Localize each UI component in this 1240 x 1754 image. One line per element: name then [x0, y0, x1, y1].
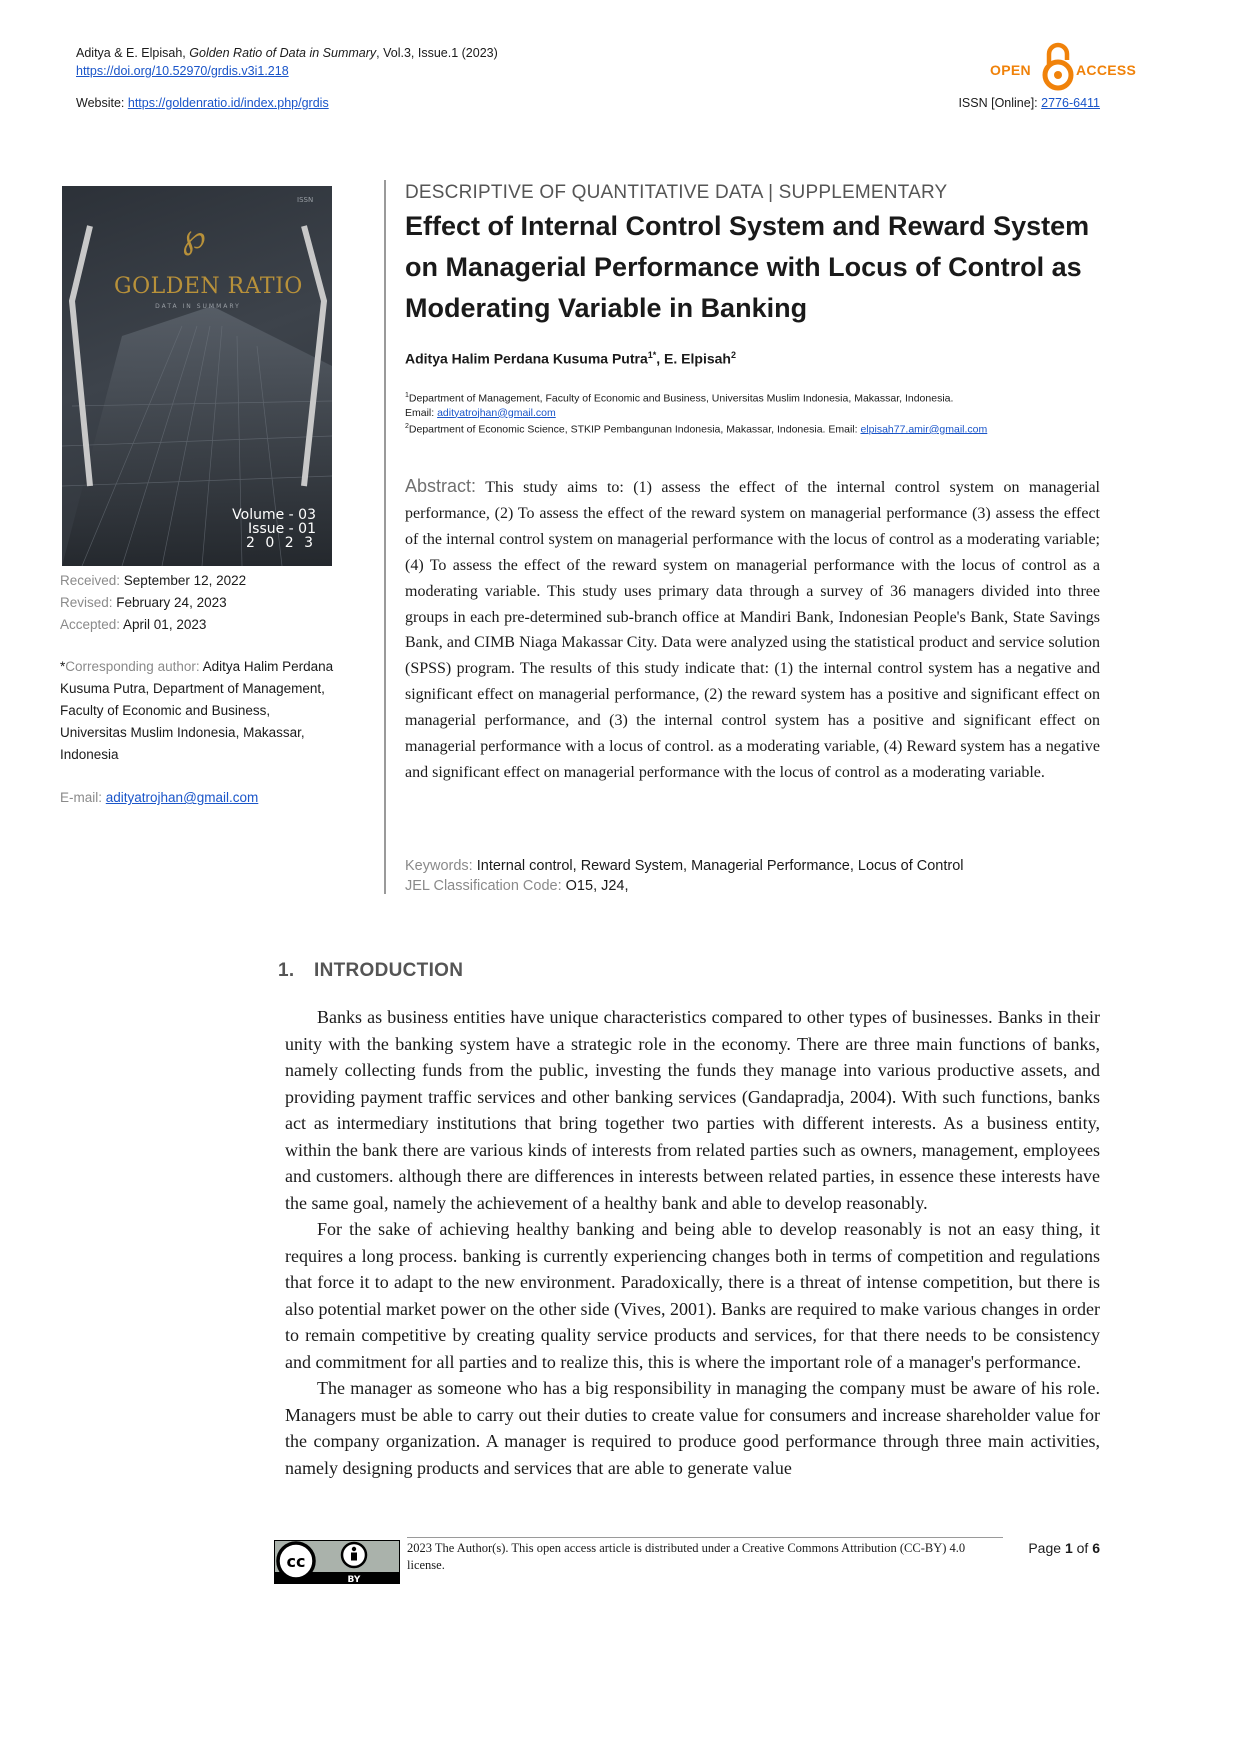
introduction-body	[285, 1004, 1100, 1481]
issn-line	[958, 96, 1100, 110]
intro-paragraph-2: For the sake of achieving healthy banking and being able to develop reasonably is not an easy thing, it requires a long process. banking is currently experiencing changes both in terms of competition and regulations that force it to adapt to the new environment. Paradoxically, there is a threat of intense competition, but there is also potential market power on the other side (Vives, 2001). Banks are required to make various changes in order to remain competitive by creating quality service products and services, for that there needs to be consistency and commitment for all parties and to realize this, this is where the important role of a manager's performance.	[285, 1219, 1100, 1372]
oa-open-text: OPEN	[990, 62, 1031, 78]
cc-badge-cc-text: cc	[286, 1552, 306, 1571]
accepted-date	[60, 614, 246, 636]
cover-volume: Volume - 03	[232, 507, 316, 523]
corresponding-email-link[interactable]: adityatrojhan@gmail.com	[105, 790, 259, 805]
corresponding-text: Aditya Halim Perdana Kusuma Putra, Department of Management, Faculty of Economic and Business, Universitas Muslim Indonesia, Makassar, Indonesia	[60, 659, 334, 762]
affiliations	[405, 389, 1105, 436]
section-heading-introduction	[278, 960, 463, 982]
received-label: Received:	[60, 573, 124, 588]
affiliation-2-text: Department of Economic Science, STKIP Pembangunan Indonesia, Makassar, Indonesia. Email:	[408, 423, 861, 435]
abstract	[405, 474, 1100, 786]
corresponding-star: *	[60, 659, 66, 674]
author-1: Aditya Halim Perdana Kusuma Putra	[405, 350, 648, 367]
jel-codes: O15, J24,	[565, 878, 629, 894]
website-line	[76, 96, 329, 110]
journal-name: Golden Ratio of Data in Summary	[189, 46, 377, 60]
intro-paragraph-1: Banks as business entities have unique characteristics compared to other types of businesses. Banks in their unity with the banking system have a strategic role in the economy. There are three main functions of banks, namely collecting funds from the public, investing the funds they manage into various productive assets, and providing payment traffic services and other banking services (Gandapradja, 2004). With such functions, banks act as intermediary institutions that bring together two parties with different interests. As a business entity, within the bank there are various kinds of interests from related parties such as owners, management, employees and customers. although there are differences in interests between related parties, in essence these interests have the same goal, namely the achievement of a healthy bank and able to develop reasonably.	[285, 1007, 1100, 1213]
intro-paragraph-3: The manager as someone who has a big responsibility in managing the company must be aware of his role. Managers must be able to carry out their duties to create value for consumers and increase shareholder value for the company organization. A manager is required to produce good performance through three main activities, namely designing products and services that are able to generate value	[285, 1378, 1100, 1478]
open-access-logo	[990, 40, 1137, 92]
author-list	[405, 350, 736, 367]
keywords-text: Internal control, Reward System, Managerial Performance, Locus of Control	[476, 858, 964, 874]
author-2: , E. Elpisah	[656, 350, 731, 367]
page-label: Page	[1028, 1540, 1065, 1556]
svg-text:℘: ℘	[182, 217, 206, 257]
issn-link[interactable]: 2776-6411	[1041, 96, 1100, 110]
revised-label: Revised:	[60, 595, 117, 610]
padlock-icon	[1040, 40, 1076, 92]
author-1-sup: 1*	[647, 350, 657, 360]
cover-issue: Issue - 01	[248, 521, 316, 537]
issn-label: ISSN [Online]:	[958, 96, 1042, 110]
keywords-block	[405, 856, 964, 896]
received-value: September 12, 2022	[123, 573, 247, 588]
corresponding-email	[60, 790, 258, 805]
keywords-line	[405, 856, 964, 876]
accepted-label: Accepted:	[60, 617, 124, 632]
affiliation-1-text: Department of Management, Faculty of Economic and Business, Universitas Muslim Indonesia, Makassar, Indonesia.	[408, 392, 954, 405]
affiliation-1-sup: 1	[405, 392, 409, 399]
section-number: 1.	[278, 960, 295, 981]
keywords-label: Keywords:	[405, 858, 477, 874]
author-2-sup: 2	[730, 350, 736, 360]
article-category: DESCRIPTIVE OF QUANTITATIVE DATA | SUPPLEMENTARY	[405, 182, 948, 203]
cc-badge-by-text: BY	[347, 1575, 361, 1584]
svg-text:DATA IN SUMMARY: DATA IN SUMMARY	[155, 303, 241, 310]
affiliation-1	[405, 389, 1105, 406]
page-total: 6	[1092, 1540, 1100, 1556]
affiliation-2	[405, 420, 1105, 437]
footer-rule	[407, 1537, 1003, 1538]
received-date	[60, 570, 246, 592]
svg-text:ISSN: ISSN	[297, 196, 314, 204]
doi-link[interactable]: https://doi.org/10.52970/grdis.v3i1.218	[76, 64, 289, 78]
article-title: Effect of Internal Control System and Reward System on Managerial Performance with Locus of Control as Moderating Variable in Banking	[405, 211, 1090, 323]
article-dates	[60, 570, 246, 636]
page-current: 1	[1064, 1540, 1073, 1556]
oa-access-text: ACCESS	[1076, 62, 1137, 78]
citation-line	[76, 44, 498, 62]
accepted-value: April 01, 2023	[123, 617, 207, 632]
corresponding-author	[60, 656, 340, 766]
jel-line	[405, 876, 964, 896]
affiliation-2-sup: 2	[405, 422, 409, 430]
section-title: INTRODUCTION	[314, 960, 464, 981]
affiliation-1-email	[405, 406, 1105, 420]
journal-cover-image	[62, 186, 332, 566]
citation-header	[76, 44, 498, 80]
affiliation-1-email-link[interactable]: adityatrojhan@gmail.com	[437, 406, 556, 419]
page-number	[1028, 1540, 1100, 1556]
page-of: of	[1072, 1540, 1093, 1556]
email-label: E-mail:	[60, 790, 106, 805]
affiliation-2-email-link[interactable]: elpisah77.amir@gmail.com	[860, 423, 988, 435]
cover-year: 2 0 2 3	[246, 535, 316, 551]
jel-label: JEL Classification Code:	[405, 878, 566, 894]
corresponding-label: Corresponding author:	[65, 659, 203, 674]
abstract-text: This study aims to: (1) assess the effect of the internal control system on managerial performance, (2) To assess the effect of the reward system on managerial performance (3) assess the effect of the internal control system on managerial performance with the locus of control as a moderating variable; (4) To assess the effect of the reward system on managerial performance with the locus of control as a moderating variable. This study uses primary data through a survey of 36 managers divided into three groups in each pre-determined sub-branch office at Mandiri Bank, Indonesian People's Bank, State Savings Bank, and CIMB Niaga Makassar City. Data were analyzed using the statistical product and service solution (SPSS) program. The results of this study indicate that: (1) the internal control system has a negative and significant effect on managerial performance, (2) the reward system has a positive and significant effect on managerial performance, and (3) the internal control system has a positive and significant effect on managerial performance with a locus of control. as a moderating variable, (4) Reward system has a negative and significant effect on managerial performance with the locus of control as a moderating variable.	[405, 479, 1100, 781]
revised-value: February 24, 2023	[116, 595, 227, 610]
column-divider	[384, 180, 386, 894]
cover-volume-block	[232, 508, 316, 550]
affiliation-1-email-label: Email:	[405, 406, 438, 419]
cover-title: GOLDEN RATIO	[114, 274, 303, 299]
license-text: 2023 The Author(s). This open access article is distributed under a Creative Commons Attribution (CC-BY) 4.0 license.	[407, 1541, 966, 1572]
website-label: Website:	[76, 96, 128, 110]
website-link[interactable]: https://goldenratio.id/index.php/grdis	[127, 96, 329, 110]
revised-date	[60, 592, 246, 614]
volume-info: , Vol.3, Issue.1 (2023)	[376, 46, 498, 60]
abstract-label: Abstract:	[405, 476, 477, 496]
cc-by-license-badge[interactable]	[274, 1540, 400, 1584]
citation-authors: Aditya & E. Elpisah,	[76, 46, 190, 60]
